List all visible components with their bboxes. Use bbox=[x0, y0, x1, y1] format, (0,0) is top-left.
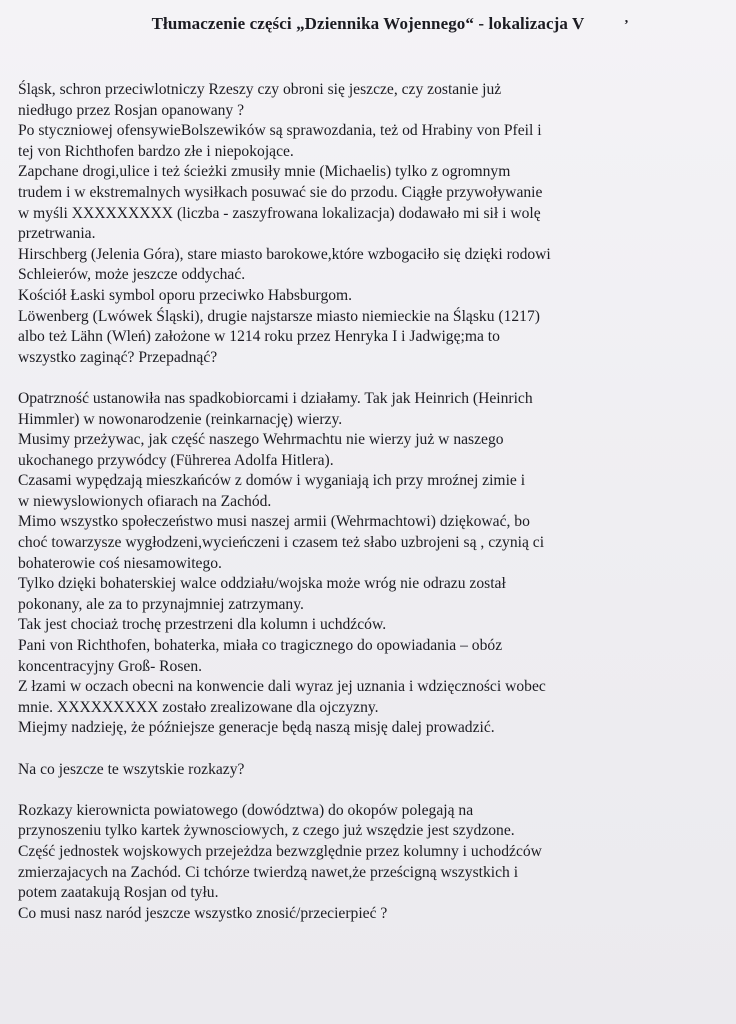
text-line: pokonany, ale za to przynajmniej zatrzymany. bbox=[18, 595, 304, 613]
text-line: trudem i w ekstremalnych wysiłkach posuwać sie do przodu. Ciągłe przywoływanie bbox=[18, 183, 543, 201]
text-line: albo też Lähn (Wleń) założone w 1214 roku przez Henryka I i Jadwigę;ma to bbox=[18, 328, 500, 346]
text-line: Na co jeszcze te wszytskie rozkazy? bbox=[18, 760, 245, 778]
text-line: choć towarzysze wygłodzeni,wycieńczeni i czasem też słabo uzbrojeni są , czynią ci bbox=[18, 534, 545, 552]
text-line: Zapchane drogi,ulice i też ścieżki zmusiły mnie (Michaelis) tylko z ogromnym bbox=[18, 163, 511, 181]
text-line: w niewyslowionych ofiarach na Zachód. bbox=[18, 492, 272, 510]
text-line: Tylko dzięki bohaterskiej walce oddziału/wojska może wróg nie odrazu został bbox=[18, 575, 506, 593]
text-line: potem zaatakują Rosjan od tyłu. bbox=[18, 884, 219, 902]
text-line: Hirschberg (Jelenia Góra), stare miasto barokowe,które wzbogaciło się dzięki rodowi bbox=[18, 245, 551, 263]
text-line: tej von Richthofen bardzo złe i niepokojące. bbox=[18, 142, 294, 160]
text-line: przynoszeniu tylko kartek żywnosciowych, z czego już wszędzie jest szydzone. bbox=[18, 822, 515, 840]
document-title: Tłumaczenie części „Dziennika Wojennego“ - lokalizacja V bbox=[151, 14, 585, 33]
text-line: Pani von Richthofen, bohaterka, miała co tragicznego do opowiadania – obóz bbox=[18, 637, 503, 655]
text-line: mnie. XXXXXXXXX zostało zrealizowane dla ojczyzny. bbox=[18, 698, 379, 716]
text-line: Czasami wypędzają mieszkańców z domów i wyganiają ich przy mroźnej zimie i bbox=[18, 472, 526, 490]
text-line: Po styczniowej ofensywieBolszewików są sprawozdania, też od Hrabiny von Pfeil i bbox=[18, 122, 542, 140]
text-line: niedługo przez Rosjan opanowany ? bbox=[18, 101, 245, 119]
text-line: Opatrzność ustanowiła nas spadkobiorcami i działamy. Tak jak Heinrich (Heinrich bbox=[18, 389, 533, 407]
text-line: Mimo wszystko społeczeństwo musi naszej armii (Wehrmachtowi) dziękować, bo bbox=[18, 513, 530, 531]
text-line: Musimy przeżywac, jak część naszego Wehrmachtu nie wierzy już w naszego bbox=[18, 431, 504, 449]
text-line: Śląsk, schron przeciwlotniczy Rzeszy czy obroni się jeszcze, czy zostanie już bbox=[18, 81, 502, 98]
document-body bbox=[18, 80, 718, 924]
text-line: w myśli XXXXXXXXX (liczba - zaszyfrowana lokalizacja) dodawało mi sił i wolę bbox=[18, 204, 541, 222]
text-line: zmierzajacych na Zachód. Ci tchórze twierdzą nawet,że prześcigną wszystkich i bbox=[18, 863, 519, 881]
text-line: Miejmy nadzieję, że późniejsze generacje będą naszą misję dalej prowadzić. bbox=[18, 719, 495, 737]
text-line: Schleierów, może jeszcze oddychać. bbox=[18, 266, 246, 284]
text-line: Kościół Łaski symbol oporu przeciwko Habsburgom. bbox=[18, 286, 353, 304]
blank-line bbox=[18, 739, 718, 760]
text-line: Z łzami w oczach obecni na konwencie dali wyraz jej uznania i wdzięczności wobec bbox=[18, 678, 546, 696]
blank-line bbox=[18, 368, 718, 389]
margin-mark: ’ bbox=[624, 18, 629, 33]
text-line: Rozkazy kierownicta powiatowego (dowództwa) do okopów polegają na bbox=[18, 801, 474, 819]
blank-line bbox=[18, 780, 718, 801]
text-line: ukochanego przywódcy (Führerea Adolfa Hitlera). bbox=[18, 451, 334, 469]
text-line: bohaterowie coś niesamowitego. bbox=[18, 554, 222, 572]
text-line: Część jednostek wojskowych przejeżdza bezwzględnie przez kolumny i uchodźców bbox=[18, 842, 542, 860]
text-line: Löwenberg (Lwówek Śląski), drugie najstarsze miasto niemieckie na Śląsku (1217) bbox=[18, 307, 540, 325]
text-line: przetrwania. bbox=[18, 225, 96, 243]
text-line: Co musi nasz naród jeszcze wszystko znosić/przecierpieć ? bbox=[18, 904, 388, 922]
text-line: wszystko zaginąć? Przepadnąć? bbox=[18, 348, 218, 366]
text-line: Tak jest chociaż trochę przestrzeni dla kolumn i uchdźców. bbox=[18, 616, 387, 634]
text-line: koncentracyjny Groß- Rosen. bbox=[18, 657, 203, 675]
text-line: Himmler) w nowonarodzenie (reinkarnację) wierzy. bbox=[18, 410, 343, 428]
